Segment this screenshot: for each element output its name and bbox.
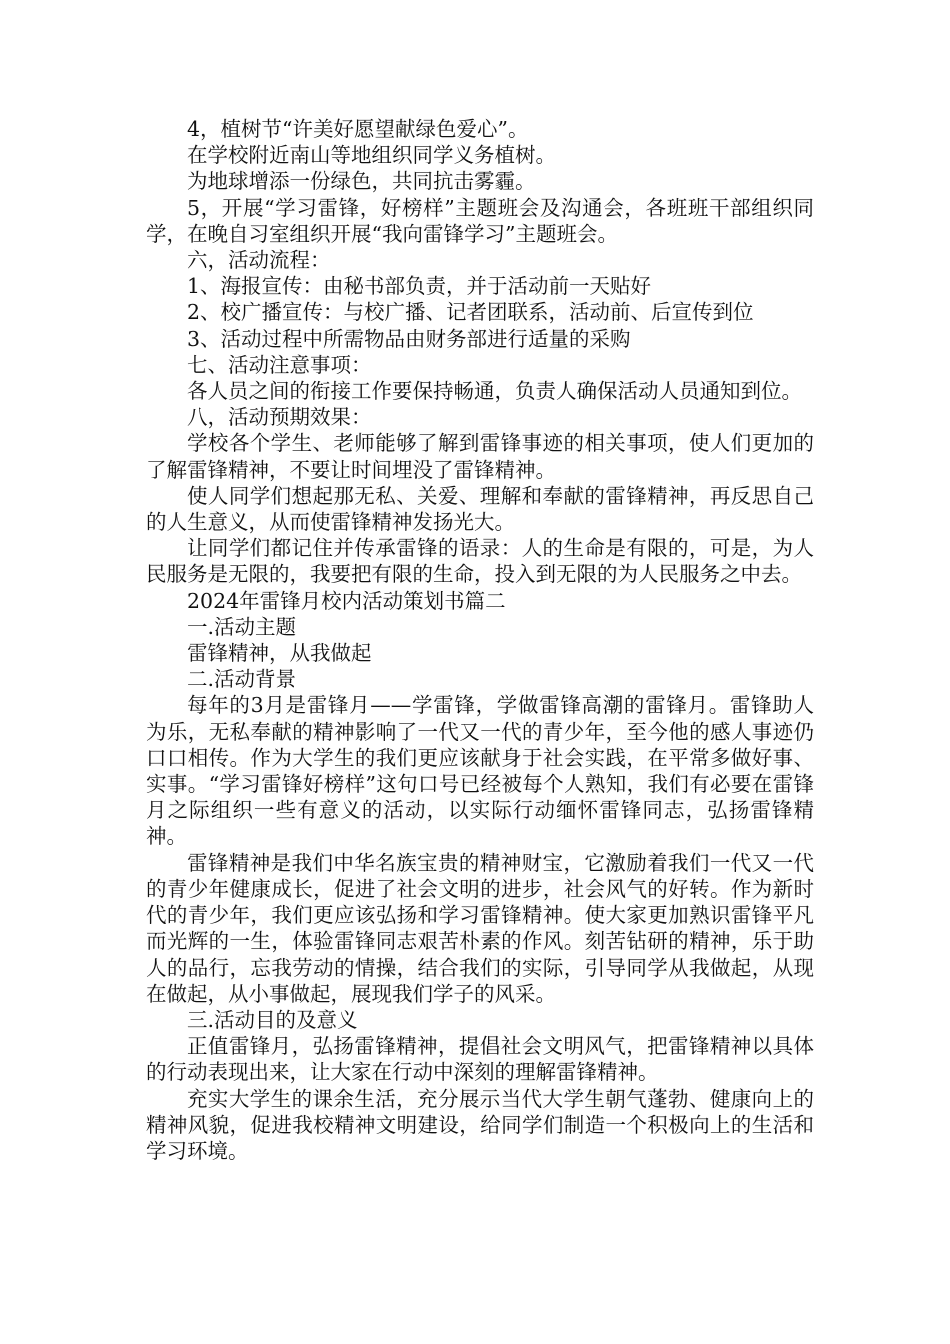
paragraph: 5，开展“学习雷锋，好榜样”主题班会及沟通会，各班班干部组织同学，在晚自习室组织开展“我向雷锋学习”主题班会。	[146, 195, 814, 246]
list-item: 2、校广播宣传：与校广播、记者团联系，活动前、后宣传到位	[187, 300, 754, 325]
section-heading: 二.活动背景	[187, 667, 297, 692]
paragraph: 正值雷锋月，弘扬雷锋精神，提倡社会文明风气，把雷锋精神以具体的行动表现出来，让大家在行动中深刻的理解雷锋精神。	[146, 1034, 814, 1085]
paragraph: 4，植树节“许美好愿望献绿色爱心”。	[187, 117, 529, 141]
document-title: 2024年雷锋月校内活动策划书篇二	[187, 588, 506, 613]
paragraph: 每年的3月是雷锋月——学雷锋，学做雷锋高潮的雷锋月。雷锋助人为乐，无私奉献的精神影响了一代又一代的青少年，至今他的感人事迹仍口口相传。作为大学生的我们更应该献身于社会实践，在平常多做好事、实事。“学习雷锋好榜样”这句口号已经被每个人熟知，我们有必要在雷锋月之际组织一些有意义的活动，以实际行动缅怀雷锋同志，弘扬雷锋精神。	[146, 693, 814, 849]
list-item: 1、海报宣传：由秘书部负责，并于活动前一天贴好	[187, 274, 652, 299]
section-heading: 七、活动注意事项：	[187, 352, 372, 377]
section-heading: 六，活动流程：	[187, 248, 331, 273]
list-item: 3、活动过程中所需物品由财务部进行适量的采购	[187, 326, 631, 351]
paragraph: 各人员之间的衔接工作要保持畅通，负责人确保活动人员通知到位。	[187, 379, 802, 404]
paragraph: 雷锋精神是我们中华名族宝贵的精神财宝，它激励着我们一代又一代的青少年健康成长，促进了社会文明的进步，社会风气的好转。作为新时代的青少年，我们更应该弘扬和学习雷锋精神。使大家更加熟识雷锋平凡而光辉的一生，体验雷锋同志艰苦朴素的作风。刻苦钻研的精神，乐于助人的品行，忘我劳动的情操，结合我们的实际，引导同学从我做起，从现在做起，从小事做起，展现我们学子的风采。	[146, 850, 814, 1006]
section-heading: 三.活动目的及意义	[187, 1007, 358, 1032]
paragraph: 学校各个学生、老师能够了解到雷锋事迹的相关事项，使人们更加的了解雷锋精神，不要让时间埋没了雷锋精神。	[146, 431, 814, 482]
section-heading: 一.活动主题	[187, 614, 297, 639]
paragraph: 充实大学生的课余生活，充分展示当代大学生朝气蓬勃、健康向上的精神风貌，促进我校精神文明建设，给同学们制造一个积极向上的生活和学习环境。	[146, 1086, 814, 1163]
document-page	[146, 116, 814, 1164]
paragraph: 让同学们都记住并传承雷锋的语录：人的生命是有限的，可是，为人民服务是无限的，我要把有限的生命，投入到无限的为人民服务之中去。	[146, 536, 814, 587]
paragraph: 使人同学们想起那无私、关爱、理解和奉献的雷锋精神，再反思自己的人生意义，从而使雷锋精神发扬光大。	[146, 483, 814, 535]
paragraph: 为地球增添一份绿色，共同抗击雾霾。	[187, 169, 536, 194]
paragraph: 雷锋精神，从我做起	[187, 641, 372, 666]
paragraph: 在学校附近南山等地组织同学义务植树。	[187, 143, 556, 168]
section-heading: 八，活动预期效果：	[187, 405, 372, 430]
